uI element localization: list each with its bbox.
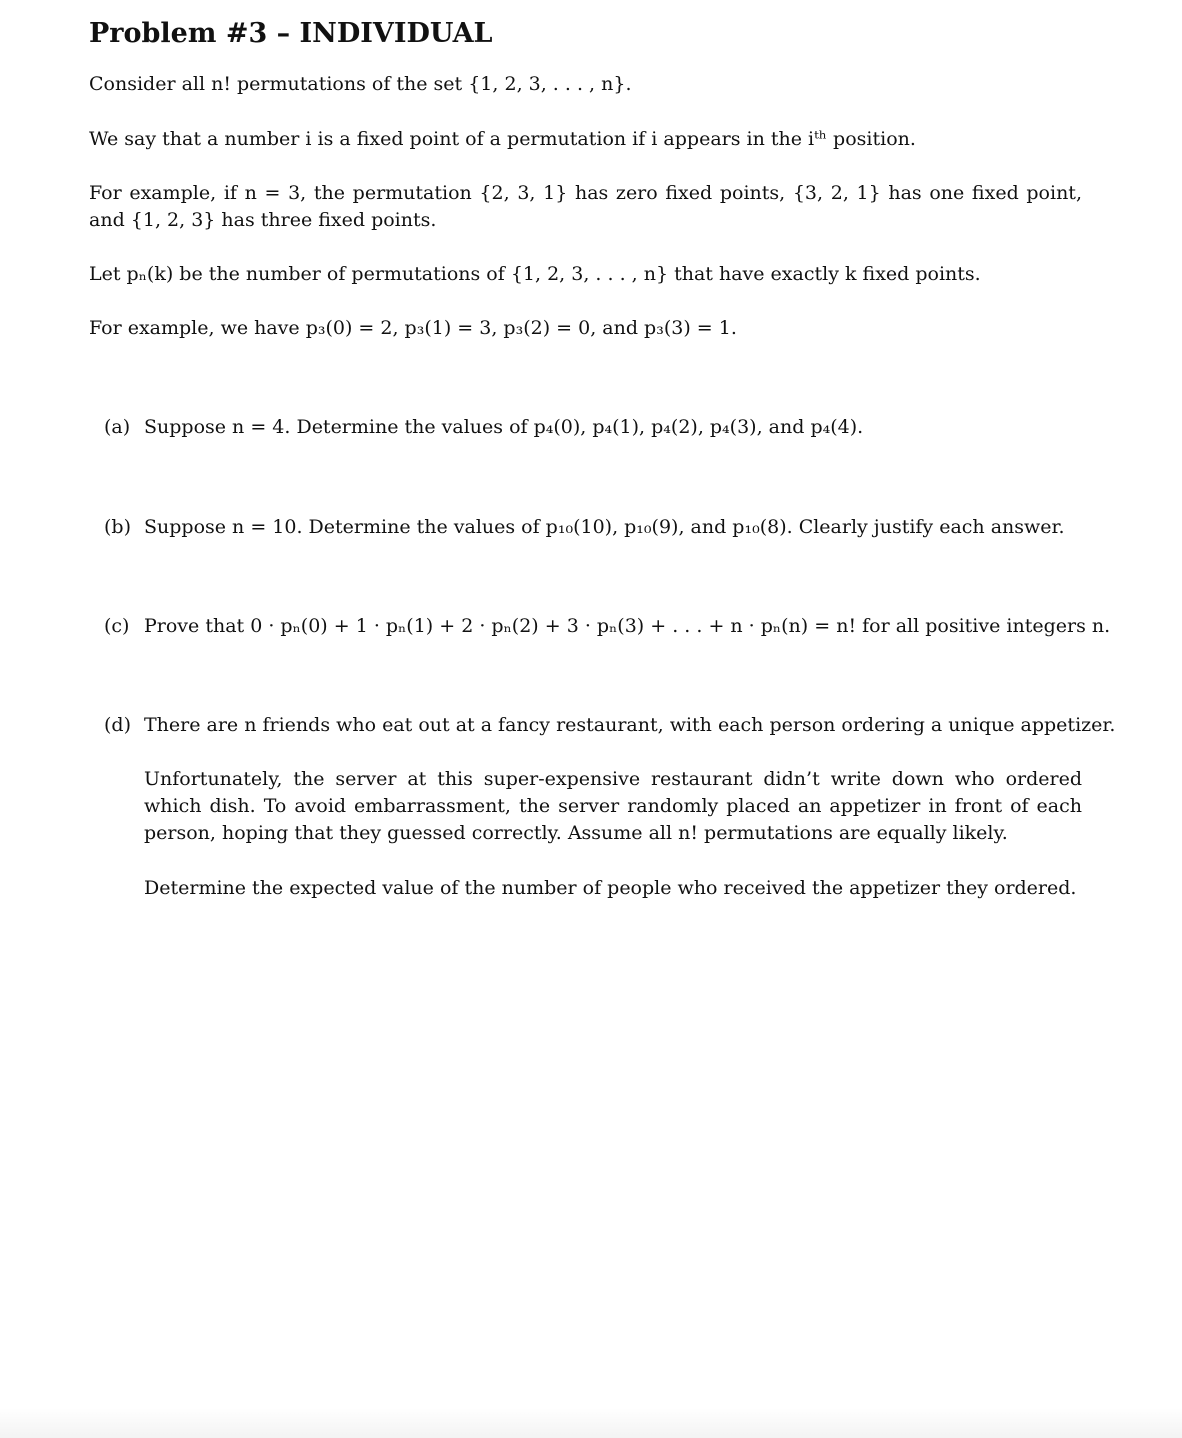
part-c-text: Prove that 0 · pₙ(0) + 1 · pₙ(1) + 2 · pₙ(2) + 3 · pₙ(3) + . . . + n · pₙ(n) = n! for all positive integers n. — [144, 615, 1111, 637]
part-d-text: There are n friends who eat out at a fancy restaurant, with each person ordering a unique appetizer. — [144, 714, 1116, 736]
intro-permutations: Consider all n! permutations of the set {1, 2, 3, . . . , n}. — [89, 73, 632, 95]
intro-example-n3: For example, if n = 3, the permutation {2, 3, 1} has zero fixed points, {3, 2, 1} has one fixed point, and {1, 2, 3} has three fixed points. — [89, 182, 1082, 231]
part-d-scenario: Unfortunately, the server at this super-expensive restaurant didn’t write down who ordered which dish. To avoid embarrassment, the server randomly placed an appetizer in front of each person, hoping that they guessed correctly. Assume all n! permutations are equally likely. — [144, 768, 1082, 844]
intro-fixed-point-definition: We say that a number i is a fixed point of a permutation if i appears in the iᵗʰ position. — [89, 128, 916, 150]
part-a-text: Suppose n = 4. Determine the values of p₄(0), p₄(1), p₄(2), p₄(3), and p₄(4). — [144, 416, 864, 438]
part-d-label: (d) — [104, 714, 131, 736]
intro-p3-values: For example, we have p₃(0) = 2, p₃(1) = 3, p₃(2) = 0, and p₃(3) = 1. — [89, 317, 737, 339]
intro-pn-definition: Let pₙ(k) be the number of permutations of {1, 2, 3, . . . , n} that have exactly k fixed points. — [89, 263, 981, 285]
part-a-label: (a) — [104, 416, 131, 438]
page-bottom-shadow — [0, 1408, 1182, 1438]
part-c-label: (c) — [104, 615, 130, 637]
problem-title: Problem #3 – INDIVIDUAL — [89, 18, 493, 49]
part-b-text: Suppose n = 10. Determine the values of p₁₀(10), p₁₀(9), and p₁₀(8). Clearly justify each answer. — [144, 516, 1065, 538]
part-d-question: Determine the expected value of the number of people who received the appetizer they ordered. — [144, 877, 1077, 899]
part-b-label: (b) — [104, 516, 131, 538]
